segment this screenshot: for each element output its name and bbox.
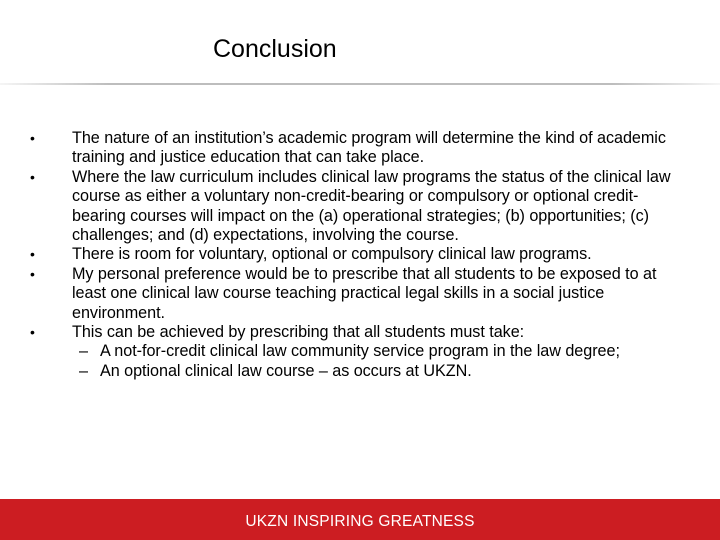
bullet-list: [30, 129, 690, 381]
bullet-text: Where the law curriculum includes clinical law programs the status of the clinical law course as either a voluntary non-credit-bearing or compulsory or optional credit-bearing courses will impact on the (a) operational strategies; (b) opportunities; (c) challenges; and (d) expectations, involving the course.: [72, 167, 671, 245]
bullet-marker: •: [30, 324, 35, 341]
bullet-item: [30, 245, 690, 264]
sub-bullet-item: [30, 342, 690, 361]
footer-tagline: UKZN INSPIRING GREATNESS: [245, 513, 475, 530]
sub-bullet-item: [30, 362, 690, 381]
bullet-marker: •: [30, 168, 35, 185]
slide-title: Conclusion: [213, 35, 337, 63]
bullet-item: [30, 265, 690, 323]
sub-bullet-text: An optional clinical law course – as occurs at UKZN.: [100, 361, 472, 380]
title-divider: [0, 83, 720, 85]
bullet-item: [30, 323, 690, 342]
bullet-text: This can be achieved by prescribing that all students must take:: [72, 323, 525, 342]
sub-bullet-text: A not-for-credit clinical law community service program in the law degree;: [100, 342, 620, 361]
bullet-marker: •: [30, 246, 35, 263]
bullet-marker: •: [30, 265, 35, 282]
bullet-item: [30, 168, 690, 246]
bullet-marker: •: [30, 130, 35, 146]
bullet-item: [30, 129, 690, 168]
bullet-text: The nature of an institution’s academic program will determine the kind of academic training and justice education that can take place.: [72, 129, 666, 167]
bullet-text: There is room for voluntary, optional or compulsory clinical law programs.: [72, 245, 592, 264]
sub-bullet-marker: –: [79, 361, 88, 380]
sub-bullet-marker: –: [79, 342, 88, 361]
bullet-text: My personal preference would be to prescribe that all students to be exposed to at least one clinical law course teaching practical legal skills in a social justice environment.: [72, 264, 657, 322]
